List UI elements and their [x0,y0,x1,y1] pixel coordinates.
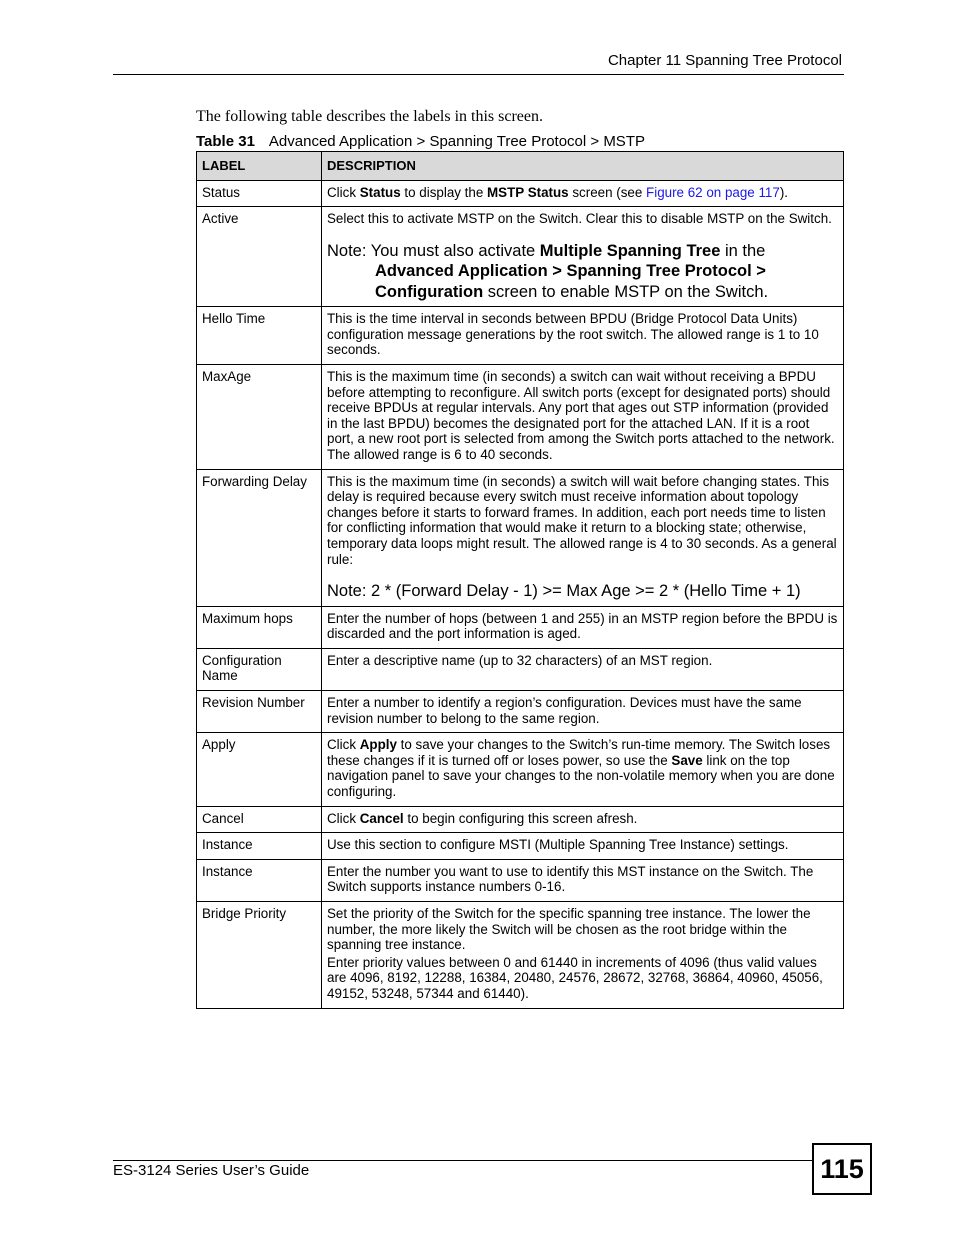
description-text: Set the priority of the Switch for the specific spanning tree instance. The lower the number, the more likely the Switch will be chosen as the root bridge within the spanning tree instance. [327,906,811,953]
text-run: Note: You must also activate [327,241,540,260]
text-run: to save your changes to the Switch’s run-time memory. The Switch loses these changes if it is turned off or loses power, so use the [327,737,831,768]
row-description: Use this section to configure MSTI (Multiple Spanning Tree Instance) settings. [322,833,844,860]
row-label: Forwarding Delay [197,469,322,606]
text-run: ). [779,184,788,200]
row-label: Revision Number [197,691,322,733]
table-row [197,691,844,733]
table-caption [196,133,645,150]
table-number: Table 31 [196,133,255,150]
table-row [197,733,844,806]
row-description: This is the time interval in seconds between BPDU (Bridge Protocol Data Units) configuration message generations by the root switch. The allowed range is 1 to 10 seconds. [322,307,844,365]
text-run: Click [327,810,360,826]
text-run: Click [327,184,360,200]
row-description [322,806,844,833]
bold-run: Multiple Spanning Tree [539,241,721,260]
header-rule [113,74,844,75]
row-description: Enter a number to identify a region’s configuration. Devices must have the same revision number to belong to the same region. [322,691,844,733]
page-number: 115 [812,1143,872,1195]
table-row [197,648,844,690]
table-row [197,806,844,833]
table-row [197,180,844,207]
note [327,241,838,303]
text-run: link on the top navigation panel to save your changes to the non-volatile memory when you are done configuring. [327,752,835,800]
text-run: to begin configuring this screen afresh. [403,810,638,826]
row-label: Bridge Priority [197,902,322,1009]
description-text: Enter priority values between 0 and 61440 in increments of 4096 (thus valid values are 4096, 8192, 12288, 16384, 20480, 24576, 28672, 32768, 36864, 40960, 45056, 49152, 53248, 57344 and 61440). [327,954,823,1001]
table-title: Advanced Application > Spanning Tree Protocol > MSTP [268,133,645,150]
col-header-description: DESCRIPTION [322,152,844,181]
row-label: Instance [197,833,322,860]
description-text: This is the maximum time (in seconds) a switch will wait before changing states. This delay is required because every switch must receive information about topology changes before it starts to forward frames. In addition, each port needs time to listen for conflicting information that would make it return to a blocking state; otherwise, temporary data loops might result. The allowed range is 4 to 30 seconds. As a general rule: [327,473,837,567]
table-row [197,606,844,648]
intro-text: The following table describes the labels in this screen. [196,108,544,125]
table-row [197,207,844,307]
bold-run: Apply [359,737,397,753]
table-row [197,307,844,365]
bold-run: Status [359,184,401,200]
row-description: Enter the number you want to use to identify this MST instance on the Switch. The Switch supports instance numbers 0-16. [322,859,844,901]
row-label: Status [197,180,322,207]
text-run: to display the [400,184,488,200]
description-table [196,151,844,1009]
row-description [322,180,844,207]
table-row [197,469,844,606]
row-label: Maximum hops [197,606,322,648]
row-label: Apply [197,733,322,806]
row-description [322,733,844,806]
table-row [197,833,844,860]
bold-run: Save [671,752,703,768]
row-description [322,902,844,1009]
text-run: screen (see [568,184,647,200]
row-label: Instance [197,859,322,901]
guide-title: ES-3124 Series User’s Guide [113,1162,310,1179]
bold-run: Advanced Application > Spanning Tree Protocol > Configuration [375,262,766,301]
row-description: This is the maximum time (in seconds) a switch can wait without receiving a BPDU before attempting to reconfigure. All switch ports (except for designated ports) should receive BPDUs at regular intervals. Any port that ages out STP information (provided in the last BPDU) becomes the designated port for the attached LAN. If it is a root port, a new root port is selected from among the Switch ports attached to the network. The allowed range is 6 to 40 seconds. [322,365,844,470]
row-label: MaxAge [197,365,322,470]
table-header-row [197,152,844,181]
row-label: Hello Time [197,307,322,365]
table-row [197,902,844,1009]
figure-link[interactable]: Figure 62 on page 117 [646,184,780,200]
col-header-label: LABEL [197,152,322,181]
row-label: Configuration Name [197,648,322,690]
row-description: Enter the number of hops (between 1 and 255) in an MSTP region before the BPDU is discarded and the port information is aged. [322,606,844,648]
bold-run: MSTP Status [487,184,569,200]
text-run: screen to enable MSTP on the Switch. [483,282,769,301]
chapter-header: Chapter 11 Spanning Tree Protocol [607,52,842,69]
note: Note: 2 * (Forward Delay - 1) >= Max Age >= 2 * (Hello Time + 1) [327,582,801,601]
bold-run: Cancel [359,810,404,826]
description-text: Select this to activate MSTP on the Switch. Clear this to disable MSTP on the Switch. [327,211,832,227]
row-label: Cancel [197,806,322,833]
text-run: Click [327,737,360,753]
row-description [322,207,844,307]
footer-rule [113,1160,813,1161]
text-run: in the [720,241,766,260]
table-row [197,859,844,901]
row-label: Active [197,207,322,307]
row-description [322,469,844,606]
table-row [197,365,844,470]
row-description: Enter a descriptive name (up to 32 characters) of an MST region. [322,648,844,690]
